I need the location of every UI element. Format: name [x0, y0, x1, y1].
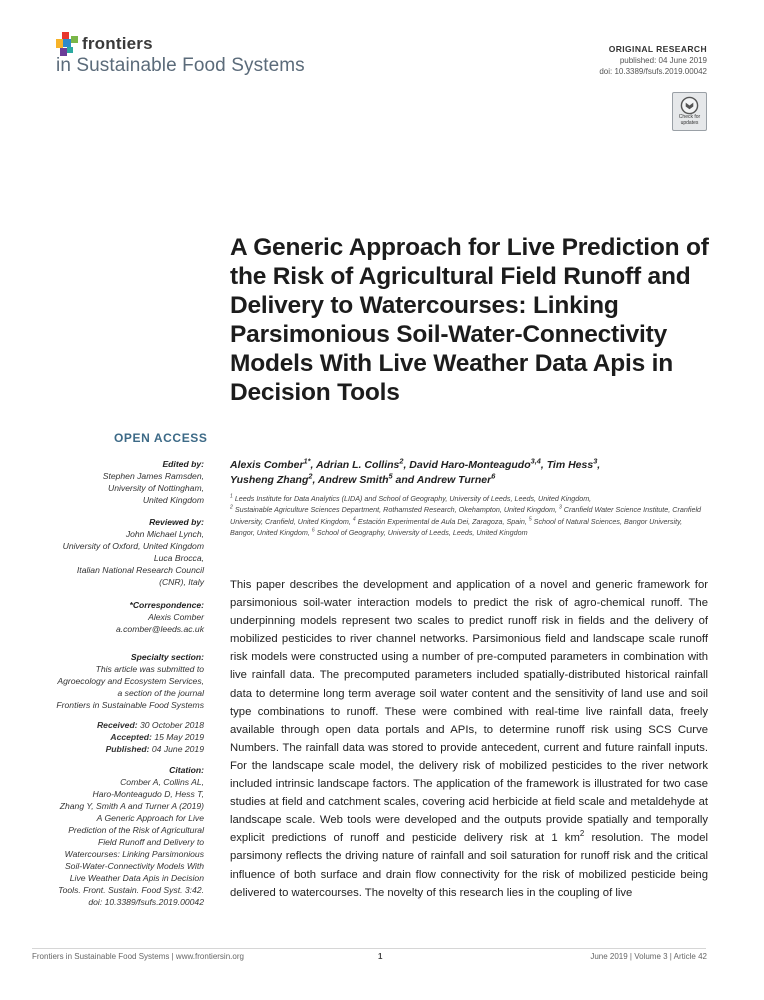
abstract-superscript: 2 — [579, 829, 585, 839]
footer-divider — [32, 948, 706, 949]
journal-logo[interactable] — [56, 30, 306, 78]
affiliation: Cranfield Water Science Institute, Cranfield University, Cranfield, United Kingdom, — [230, 505, 702, 526]
author-name[interactable]: David Haro-Monteagudo — [409, 459, 531, 471]
affil-marker: 6 — [311, 527, 315, 534]
affil-marker: 3 — [558, 505, 562, 512]
dates-section — [34, 719, 204, 755]
affiliation: Leeds Institute for Data Analytics (LIDA) and School of Geography, University of Leeds, Leeds, United Kingdom, — [234, 494, 592, 503]
affiliation: Estación Experimental de Aula Dei, Zaragoza, Spain, — [357, 516, 527, 526]
citation-line: Zhang Y, Smith A and Turner A (2019) — [59, 801, 204, 811]
correspondence-name: Alexis Comber — [148, 612, 204, 622]
specialty-section — [34, 651, 204, 711]
author-affil-marker: 6 — [491, 471, 496, 481]
citation-line: Soil-Water-Connectivity Models With — [64, 861, 204, 871]
citation-section — [34, 764, 204, 908]
affil-marker: 1 — [230, 493, 233, 500]
reviewer-line: (CNR), Italy — [159, 577, 204, 587]
footer-journal-link[interactable]: Frontiers in Sustainable Food Systems | www.frontiersin.org — [32, 952, 244, 961]
abstract-part: This paper describes the development and application of a novel and generic framework for parsimonious soil-water interaction models to predict the risk of agro-chemical runoff. The underpinning models represent two scales to predict runoff risk in fields and the delivery of mobilized pesticides to river channel networks. Parsimonious field and landscape scale runoff risk models were constructed using a number of pre-computed parameters in combination with live rainfall data. The precomputed parameters included spatially-distributed historical rainfall data to determine long term average soil water content and the sensitivity of land use and soil type combinations to runoff. These were combined with real-time live rainfall data, freely available through open data portals and APIs, to determine runoff risk using SCS Curve Numbers. The rainfall data was stored to provide antecedent, current and future rainfall inputs. For the landscape scale model, the delivery risk of mobilized pesticides to the river network included intrinsic landscape factors. The application of the framework is illustrated for two case studies at field and catchment scales, covering acid herbicide at field scale and metaldehyde at landscape scale. Web tools were developed and the outputs provide spatially and temporally explicit predictions of runoff and pesticide delivery risk at 1 km — [230, 579, 708, 845]
reviewer-line: University of Oxford, United Kingdom — [62, 541, 204, 551]
author-affil-marker: 5 — [388, 471, 393, 481]
publication-date: published: 04 June 2019 — [619, 56, 707, 65]
logo-wordmark: frontiers — [82, 34, 153, 53]
author-affil-marker: 3 — [593, 456, 598, 466]
author-name[interactable]: Adrian L. Collins — [315, 459, 400, 471]
author-affil-marker: 1* — [303, 456, 311, 466]
edited-by-section — [34, 458, 204, 506]
received-date: 30 October 2018 — [139, 720, 204, 730]
citation-line: Haro-Monteagudo D, Hess T, — [92, 789, 204, 799]
citation-doi[interactable]: doi: 10.3389/fsufs.2019.00042 — [88, 897, 204, 907]
reviewer-line: John Michael Lynch, — [125, 529, 204, 539]
citation-heading: Citation: — [169, 765, 204, 775]
check-for-updates-label: Check for updates — [678, 114, 701, 126]
author-name[interactable]: Andrew Turner — [416, 474, 492, 486]
author-affil-marker: 2 — [308, 471, 313, 481]
affiliation: School of Natural Sciences, Bangor University, Bangor, United Kingdom, — [230, 516, 683, 538]
correspondence-heading: *Correspondence: — [129, 600, 204, 610]
specialty-line: Agroecology and Ecosystem Services, — [57, 676, 204, 686]
correspondence-email[interactable]: a.comber@leeds.ac.uk — [115, 624, 204, 634]
editor-line: Stephen James Ramsden, — [102, 471, 204, 481]
open-access-label: OPEN ACCESS — [114, 431, 208, 445]
reviewer-line: Italian National Research Council — [76, 565, 204, 575]
accepted-label: Accepted: — [110, 732, 152, 742]
article-doi[interactable]: doi: 10.3389/fsufs.2019.00042 — [599, 67, 707, 76]
abstract-text — [230, 576, 708, 902]
reviewer-line: Luca Brocca, — [153, 553, 204, 563]
check-for-updates-button[interactable] — [672, 92, 707, 131]
author-list: Alexis Comber$^{1*}$, Adrian L. Collins$^2$, David Haro-Monteagudo$^{3,4}$, Tim Hess$^3$, Yusheng Zhang$^2$, Andrew Smith$^5$ and Andrew Turner$^6$ — [230, 456, 601, 486]
affil-marker: 4 — [352, 516, 356, 523]
specialty-heading: Specialty section: — [130, 652, 204, 662]
citation-line: Live Weather Data Apis in Decision — [69, 873, 204, 883]
affil-marker: 2 — [230, 505, 233, 512]
citation-line: Prediction of the Risk of Agricultural — [68, 825, 204, 835]
abstract-part: resolution. The model parsimony reflects the driving nature of rainfall and soil saturation for runoff risk and the critical influence of both surface and drain flow connectivity for the risk of mobilized pesticide being delivered to watercourses. The novelty of this research lies in the coupling of live — [230, 832, 708, 899]
correspondence-section — [34, 599, 204, 635]
editor-line: University of Nottingham, — [108, 483, 204, 493]
specialty-line: Frontiers in Sustainable Food Systems — [56, 700, 204, 710]
page-number: 1 — [378, 952, 383, 961]
citation-line: A Generic Approach for Live — [96, 813, 204, 823]
journal-name: in Sustainable Food Systems — [56, 55, 305, 76]
affiliation: Sustainable Agriculture Sciences Department, Rothamsted Research, Okehampton, United Kingdom, — [234, 505, 557, 515]
reviewed-by-section — [34, 516, 204, 588]
specialty-line: This article was submitted to — [95, 664, 204, 674]
author-name[interactable]: Tim Hess — [546, 459, 594, 471]
author-name[interactable]: Yusheng Zhang — [230, 474, 309, 486]
reviewed-by-heading: Reviewed by: — [149, 517, 204, 527]
affiliations — [230, 493, 708, 539]
published-label: Published: — [105, 744, 150, 754]
edited-by-heading: Edited by: — [162, 459, 204, 469]
check-for-updates-icon — [680, 96, 699, 115]
affiliation: School of Geography, University of Leeds, Leeds, United Kingdom — [316, 528, 528, 538]
author-name[interactable]: Andrew Smith — [317, 474, 389, 486]
specialty-line: a section of the journal — [117, 688, 204, 698]
published-date: 04 June 2019 — [151, 744, 204, 754]
citation-line: Field Runoff and Delivery to — [97, 837, 204, 847]
editor-line: United Kingdom — [142, 495, 204, 505]
author-affil-marker: 3,4 — [530, 456, 541, 466]
author-name[interactable]: Alexis Comber — [230, 459, 304, 471]
citation-line: Comber A, Collins AL, — [120, 777, 204, 787]
article-type: ORIGINAL RESEARCH — [608, 44, 707, 54]
author-affil-marker: 2 — [399, 456, 404, 466]
accepted-date: 15 May 2019 — [154, 732, 204, 742]
received-label: Received: — [96, 720, 138, 730]
citation-line: Tools. Front. Sustain. Food Syst. 3:42. — [58, 885, 204, 895]
article-title: A Generic Approach for Live Prediction of the Risk of Agricultural Field Runoff and Delivery to Watercourses: Linking Parsimonious Soil-Water-Connectivity Models With Live Weather Data Apis in Decision Tools — [230, 234, 709, 406]
affil-marker: 5 — [528, 516, 532, 523]
citation-line: Watercourses: Linking Parsimonious — [64, 849, 204, 859]
footer-issue-info: June 2019 | Volume 3 | Article 42 — [590, 952, 707, 961]
